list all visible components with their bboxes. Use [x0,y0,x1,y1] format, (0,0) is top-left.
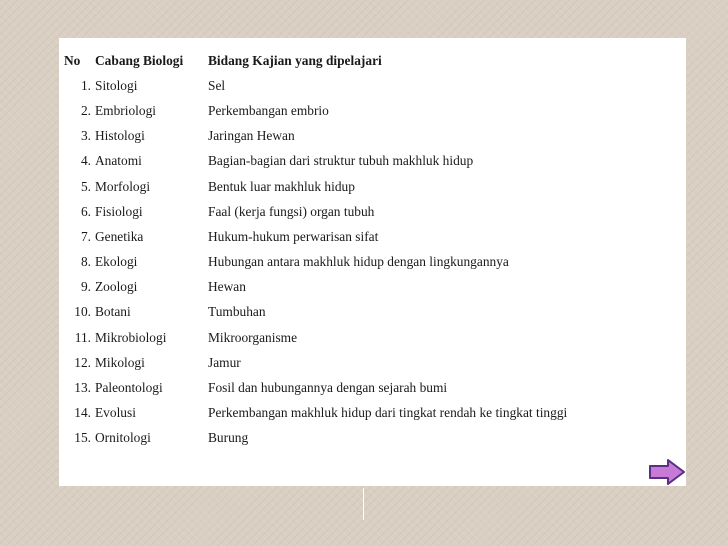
row-bidang: Burung [208,430,249,446]
row-number: 3. [80,128,91,144]
row-number: 9. [80,279,91,295]
row-cabang: Genetika [95,228,144,244]
row-bidang: Jaringan Hewan [208,128,295,144]
content-panel [59,38,686,486]
table-row [64,325,567,350]
row-cabang: Mikologi [95,354,145,370]
row-number: 8. [80,254,91,270]
row-cabang: Zoologi [95,279,138,295]
row-cabang: Paleontologi [95,380,163,396]
row-number: 10. [74,304,91,320]
row-number: 13. [74,380,91,396]
row-number: 5. [80,178,91,194]
biology-branches-table [64,48,567,451]
header-bidang-kajian: Bidang Kajian yang dipelajari [208,52,382,68]
row-number: 14. [74,405,91,421]
row-cabang: Sitologi [95,77,138,93]
center-divider-line [363,488,364,520]
row-cabang: Fisiologi [95,203,143,219]
row-cabang: Ornitologi [95,430,151,446]
table-header-row [64,48,567,73]
row-number: 2. [80,102,91,118]
header-cabang-biologi: Cabang Biologi [95,52,184,68]
row-bidang: Perkembangan makhluk hidup dari tingkat rendah ke tingkat tinggi [208,405,568,421]
row-bidang: Sel [208,77,226,93]
row-cabang: Botani [95,304,131,320]
row-bidang: Faal (kerja fungsi) organ tubuh [208,203,375,219]
row-bidang: Jamur [208,354,241,370]
row-number: 6. [80,203,91,219]
header-no: No [64,52,81,68]
row-number: 7. [80,228,91,244]
row-bidang: Bentuk luar makhluk hidup [208,178,355,194]
row-cabang: Evolusi [95,405,136,421]
row-bidang: Perkembangan embrio [208,102,329,118]
row-bidang: Hewan [208,279,246,295]
table-row [64,199,567,224]
row-number: 15. [74,430,91,446]
row-bidang: Tumbuhan [208,304,266,320]
row-cabang: Ekologi [95,254,138,270]
row-bidang: Fosil dan hubungannya dengan sejarah bumi [208,380,448,396]
row-cabang: Mikrobiologi [95,329,167,345]
table-row [64,300,567,325]
table-row [64,275,567,300]
row-bidang: Mikroorganisme [208,329,298,345]
table-row [64,124,567,149]
row-bidang: Bagian-bagian dari struktur tubuh makhluk hidup [208,153,474,169]
table-row [64,149,567,174]
table-row [64,350,567,375]
table-row [64,224,567,249]
table-row [64,174,567,199]
row-bidang: Hubungan antara makhluk hidup dengan lingkungannya [208,254,509,270]
row-cabang: Morfologi [95,178,151,194]
next-slide-button[interactable] [648,458,686,486]
table-row [64,73,567,98]
row-cabang: Anatomi [95,153,142,169]
right-arrow-icon [648,458,686,486]
table-row [64,401,567,426]
table-row [64,375,567,400]
row-number: 11. [74,329,91,345]
row-bidang: Hukum-hukum perwarisan sifat [208,228,379,244]
table-row [64,426,567,451]
row-number: 4. [80,153,91,169]
table-row [64,250,567,275]
row-number: 1. [80,77,91,93]
row-cabang: Embriologi [95,102,156,118]
table-row [64,98,567,123]
row-cabang: Histologi [95,128,145,144]
row-number: 12. [74,354,91,370]
